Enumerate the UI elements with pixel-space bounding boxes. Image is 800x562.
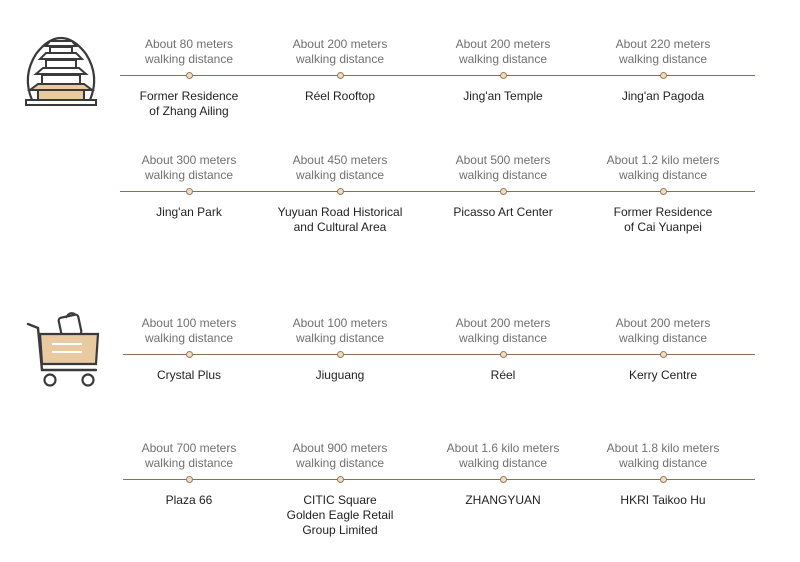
distance-text: walking distance	[458, 52, 548, 66]
walking-distance	[428, 153, 578, 183]
distance-text: About 700 meters	[141, 441, 237, 455]
walking-distance	[114, 441, 264, 471]
timeline-dot	[337, 476, 344, 483]
distance-text: About 200 meters	[615, 316, 711, 330]
timeline-dot	[500, 188, 507, 195]
distance-text: About 1.2 kilo meters	[606, 153, 720, 167]
distance-text: walking distance	[295, 52, 385, 66]
place-name-text: Former Residence	[139, 89, 239, 103]
place-name-text: Crystal Plus	[156, 368, 221, 382]
walking-distance	[428, 37, 578, 67]
distance-text: About 80 meters	[144, 37, 234, 51]
distance-text: walking distance	[295, 168, 385, 182]
place-name	[114, 205, 264, 220]
walking-distance	[588, 153, 738, 183]
distance-text: About 200 meters	[455, 316, 551, 330]
timeline-dot	[186, 351, 193, 358]
place-name	[114, 493, 264, 508]
place-name-text: Golden Eagle Retail	[286, 508, 394, 522]
walking-distance	[265, 37, 415, 67]
distance-text: About 900 meters	[292, 441, 388, 455]
location-row	[0, 153, 800, 234]
place-name-text: and Cultural Area	[293, 220, 387, 234]
place-name-text: Jing'an Park	[156, 205, 222, 219]
timeline-dot	[186, 476, 193, 483]
timeline-dot	[660, 351, 667, 358]
place-name-text: Réel	[490, 368, 516, 382]
timeline-dot	[500, 72, 507, 79]
walking-distance	[588, 441, 738, 471]
walking-distance	[428, 316, 578, 346]
distance-text: walking distance	[458, 331, 548, 345]
place-name-text: CITIC Square	[303, 493, 377, 507]
distance-text: About 500 meters	[455, 153, 551, 167]
place-name-text: Jiuguang	[315, 368, 365, 382]
timeline-dot	[186, 188, 193, 195]
place-name-text: Réel Rooftop	[304, 89, 376, 103]
timeline-dot	[660, 72, 667, 79]
timeline-dot	[337, 72, 344, 79]
distance-text: About 200 meters	[455, 37, 551, 51]
place-name-text: of Cai Yuanpei	[624, 220, 702, 234]
distance-text: About 1.6 kilo meters	[446, 441, 560, 455]
place-name-text: Jing'an Pagoda	[621, 89, 705, 103]
distance-text: walking distance	[618, 52, 708, 66]
distance-text: About 100 meters	[141, 316, 237, 330]
place-name-text: Yuyuan Road Historical	[277, 205, 403, 219]
location-row	[0, 316, 800, 382]
timeline-dot	[186, 72, 193, 79]
distance-text: walking distance	[295, 331, 385, 345]
timeline-dot	[500, 351, 507, 358]
place-name	[588, 493, 738, 508]
walking-distance	[588, 316, 738, 346]
place-name-text: HKRI Taikoo Hu	[620, 493, 706, 507]
distance-text: About 100 meters	[292, 316, 388, 330]
distance-text: About 450 meters	[292, 153, 388, 167]
walking-distance	[114, 153, 264, 183]
place-name	[265, 89, 415, 104]
place-name-text: ZHANGYUAN	[465, 493, 541, 507]
place-name	[428, 368, 578, 383]
place-name	[114, 89, 264, 119]
place-name	[265, 205, 415, 235]
place-name-text: Jing'an Temple	[463, 89, 543, 103]
place-name	[588, 89, 738, 104]
place-name	[114, 368, 264, 383]
distance-text: walking distance	[458, 456, 548, 470]
walking-distance	[588, 37, 738, 67]
distance-text: walking distance	[144, 331, 234, 345]
place-name-text: Former Residence	[613, 205, 713, 219]
distance-text: walking distance	[618, 456, 708, 470]
walking-distance	[114, 37, 264, 67]
timeline-dot	[337, 351, 344, 358]
place-name-text: Group Limited	[302, 523, 378, 537]
distance-text: walking distance	[144, 456, 234, 470]
distance-text: About 220 meters	[615, 37, 711, 51]
walking-distance	[265, 153, 415, 183]
distance-text: walking distance	[144, 168, 234, 182]
distance-text: walking distance	[144, 52, 234, 66]
place-name	[588, 368, 738, 383]
place-name-text: Kerry Centre	[628, 368, 698, 382]
timeline-dot	[500, 476, 507, 483]
distance-text: walking distance	[458, 168, 548, 182]
distance-text: About 1.8 kilo meters	[606, 441, 720, 455]
place-name	[428, 493, 578, 508]
timeline-dot	[660, 188, 667, 195]
timeline-dot	[660, 476, 667, 483]
location-row	[0, 37, 800, 118]
place-name-text: Picasso Art Center	[453, 205, 553, 219]
place-name	[265, 368, 415, 383]
place-name	[428, 205, 578, 220]
place-name	[588, 205, 738, 235]
place-name	[265, 493, 415, 538]
walking-distance	[265, 441, 415, 471]
walking-distance	[428, 441, 578, 471]
distance-text: walking distance	[618, 331, 708, 345]
location-row	[0, 441, 800, 537]
distance-text: About 300 meters	[141, 153, 237, 167]
timeline-dot	[337, 188, 344, 195]
place-name-text: of Zhang Ailing	[149, 104, 229, 118]
place-name-text: Plaza 66	[165, 493, 213, 507]
distance-text: walking distance	[295, 456, 385, 470]
place-name	[428, 89, 578, 104]
distance-text: walking distance	[618, 168, 708, 182]
walking-distance	[265, 316, 415, 346]
distance-text: About 200 meters	[292, 37, 388, 51]
walking-distance	[114, 316, 264, 346]
